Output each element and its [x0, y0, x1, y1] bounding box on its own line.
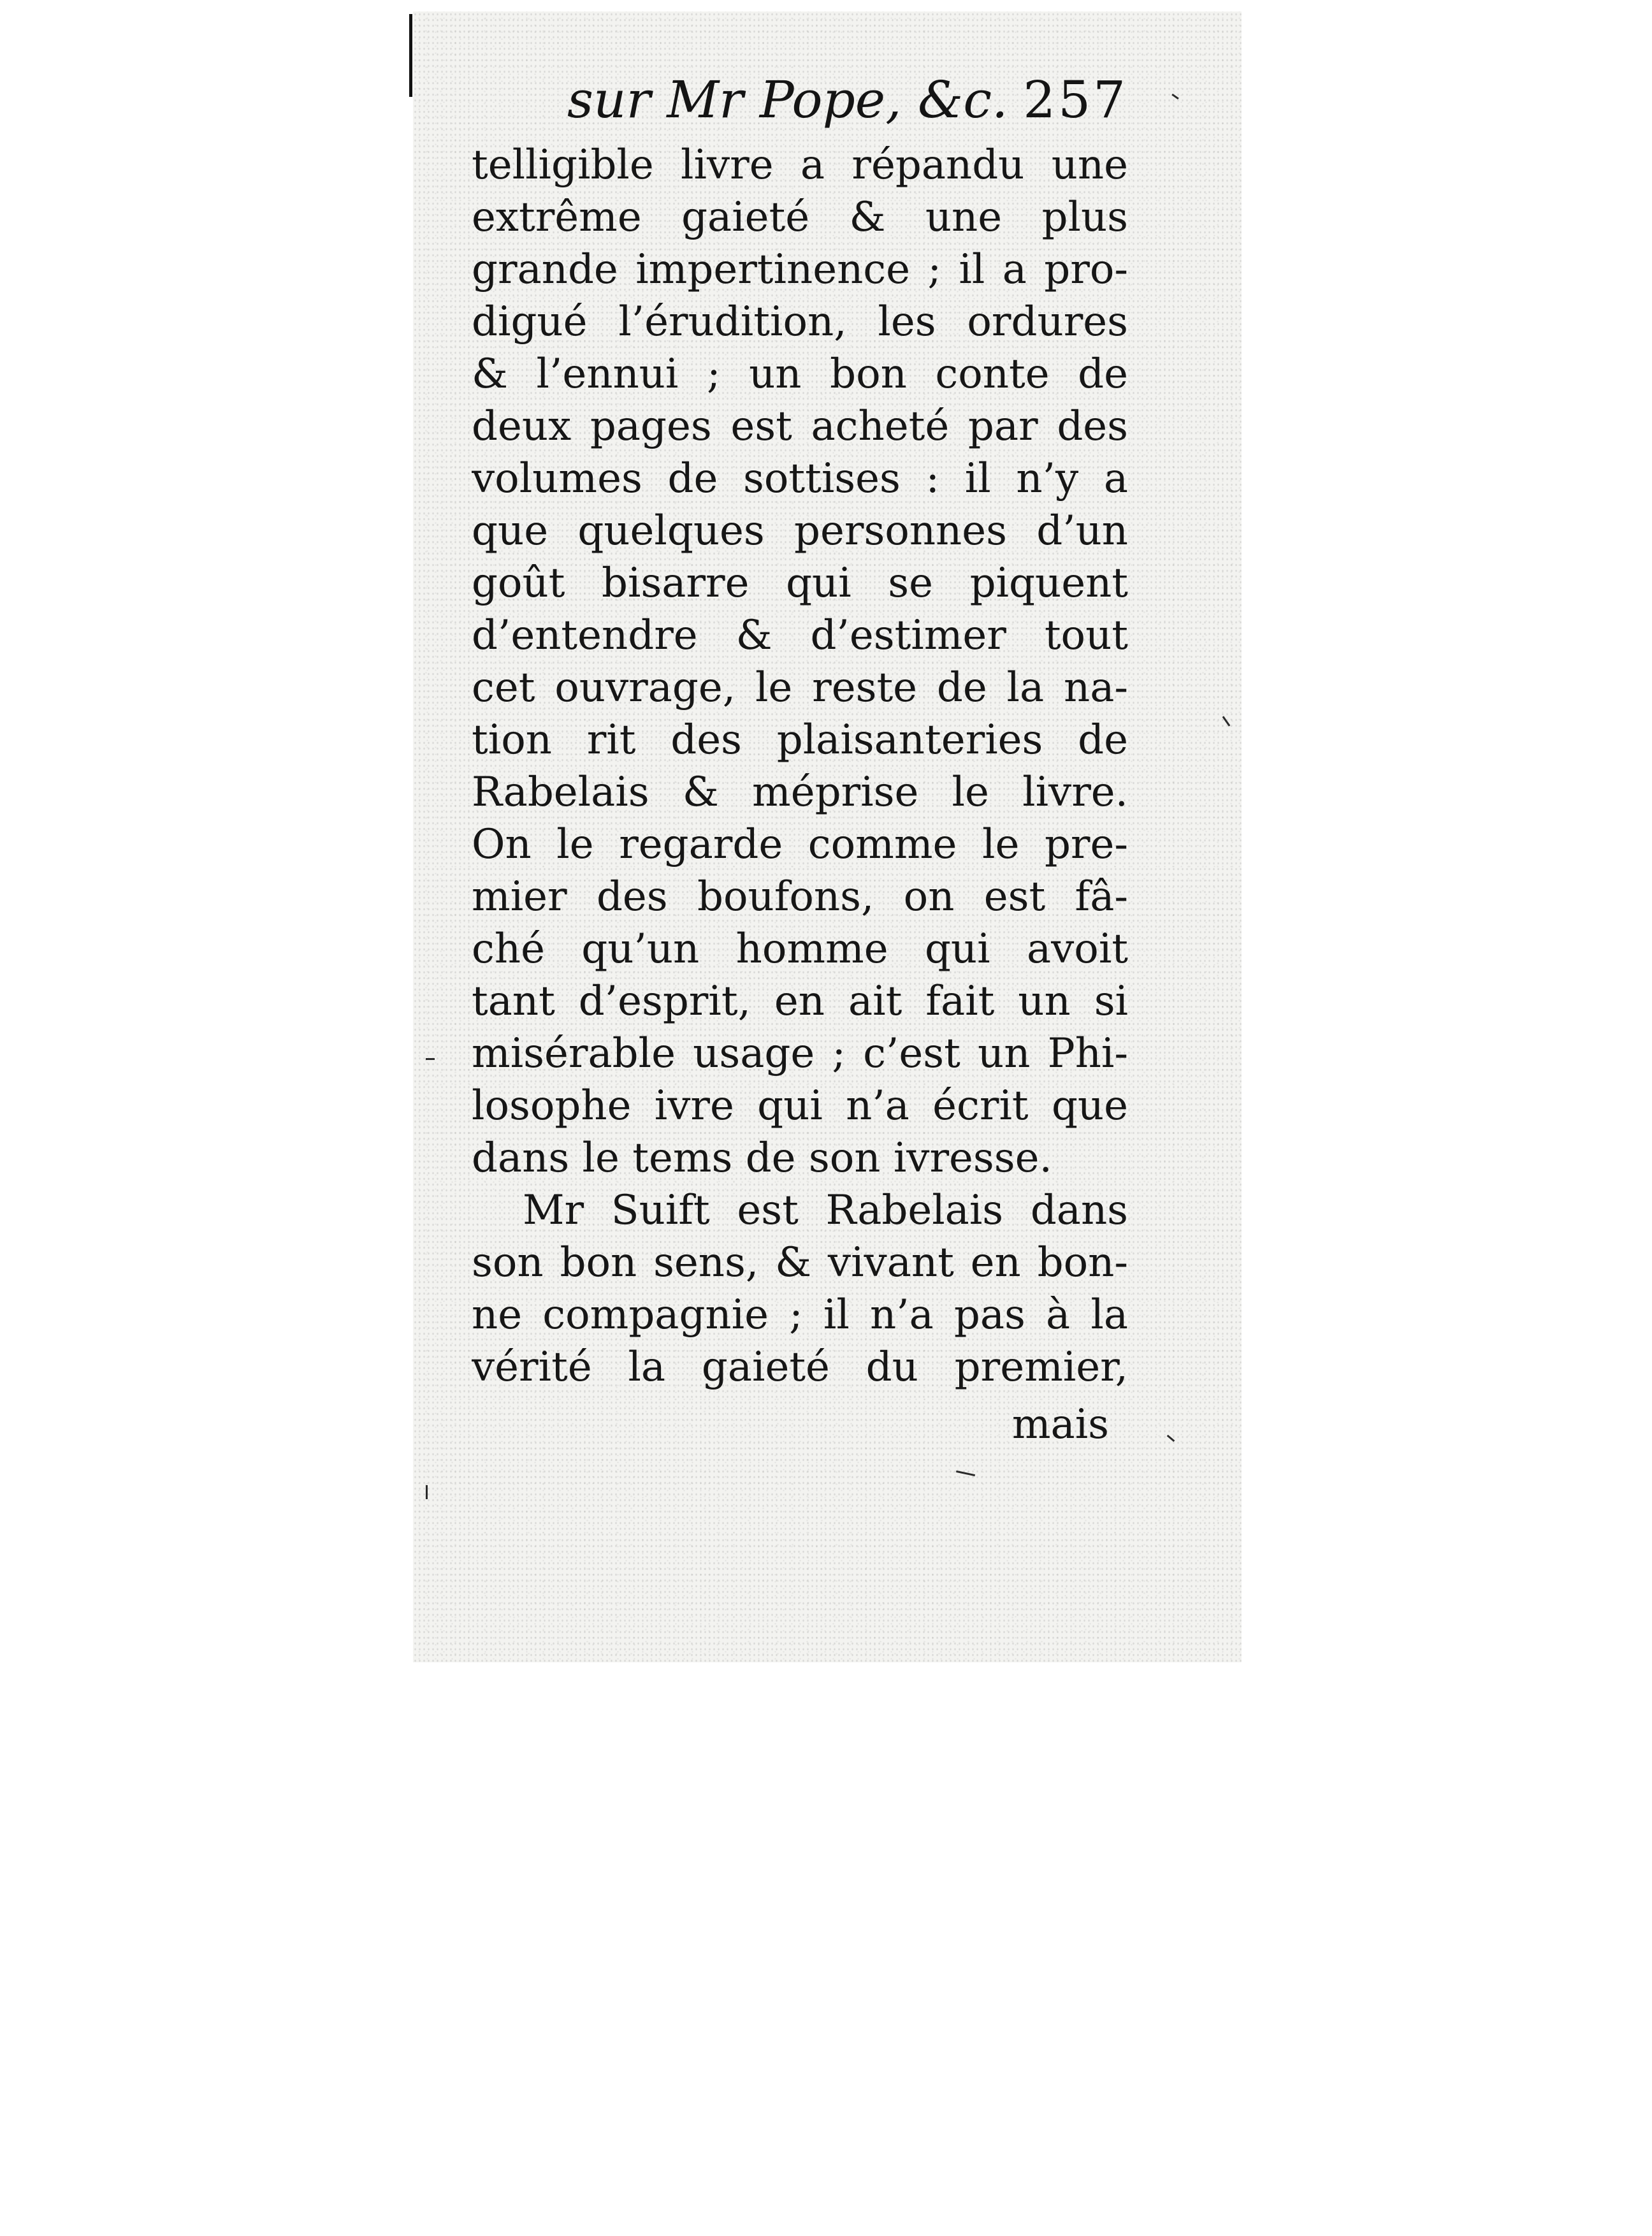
text-line: vérité la gaieté du premier,	[472, 1344, 1128, 1391]
catchword: mais	[1011, 1401, 1109, 1448]
text-line: que quelques personnes d’un	[472, 507, 1128, 555]
text-line: mier des boufons, on est fâ-	[472, 873, 1128, 920]
text-line: extrême gaieté & une plus	[472, 194, 1128, 241]
text-line: ne compagnie ; il n’a pas à la	[472, 1291, 1128, 1339]
text-line: Mr Suift est Rabelais dans	[523, 1187, 1128, 1234]
text-line: Rabelais & méprise le livre.	[472, 769, 1128, 816]
text-line: tant d’esprit, en ait fait un si	[472, 978, 1128, 1025]
text-line: ché qu’un homme qui avoit	[472, 926, 1128, 973]
body-text	[472, 139, 1128, 1393]
text-line: d’entendre & d’estimer tout	[472, 612, 1128, 659]
text-line: goût bisarre qui se piquent	[472, 560, 1128, 607]
text-line: volumes de sottises : il n’y a	[472, 455, 1128, 502]
text-line: On le regarde comme le pre-	[472, 821, 1128, 868]
scan-speck	[426, 1485, 428, 1499]
text-line: dans le tems de son ivresse.	[472, 1135, 1052, 1182]
running-head	[567, 70, 1128, 140]
scan-speck	[426, 1058, 435, 1060]
text-line: telligible livre a répandu une	[472, 142, 1128, 189]
text-line: misérable usage ; c’est un Phi-	[472, 1030, 1128, 1077]
text-line: son bon sens, & vivant en bon-	[472, 1239, 1128, 1286]
text-line: deux pages est acheté par des	[472, 403, 1128, 450]
text-line: grande impertinence ; il a pro-	[472, 246, 1128, 293]
text-line: tion rit des plaisanteries de	[472, 716, 1128, 764]
page-number: 257	[1023, 70, 1128, 129]
text-line: digué l’érudition, les ordures	[472, 298, 1128, 345]
text-line: losophe ivre qui n’a écrit que	[472, 1082, 1128, 1129]
text-line: & l’ennui ; un bon conte de	[472, 351, 1128, 398]
binding-edge-line	[409, 14, 412, 97]
text-line: cet ouvrage, le reste de la na-	[472, 664, 1128, 711]
running-head-title: sur Mr Pope, &c.	[567, 70, 1008, 129]
